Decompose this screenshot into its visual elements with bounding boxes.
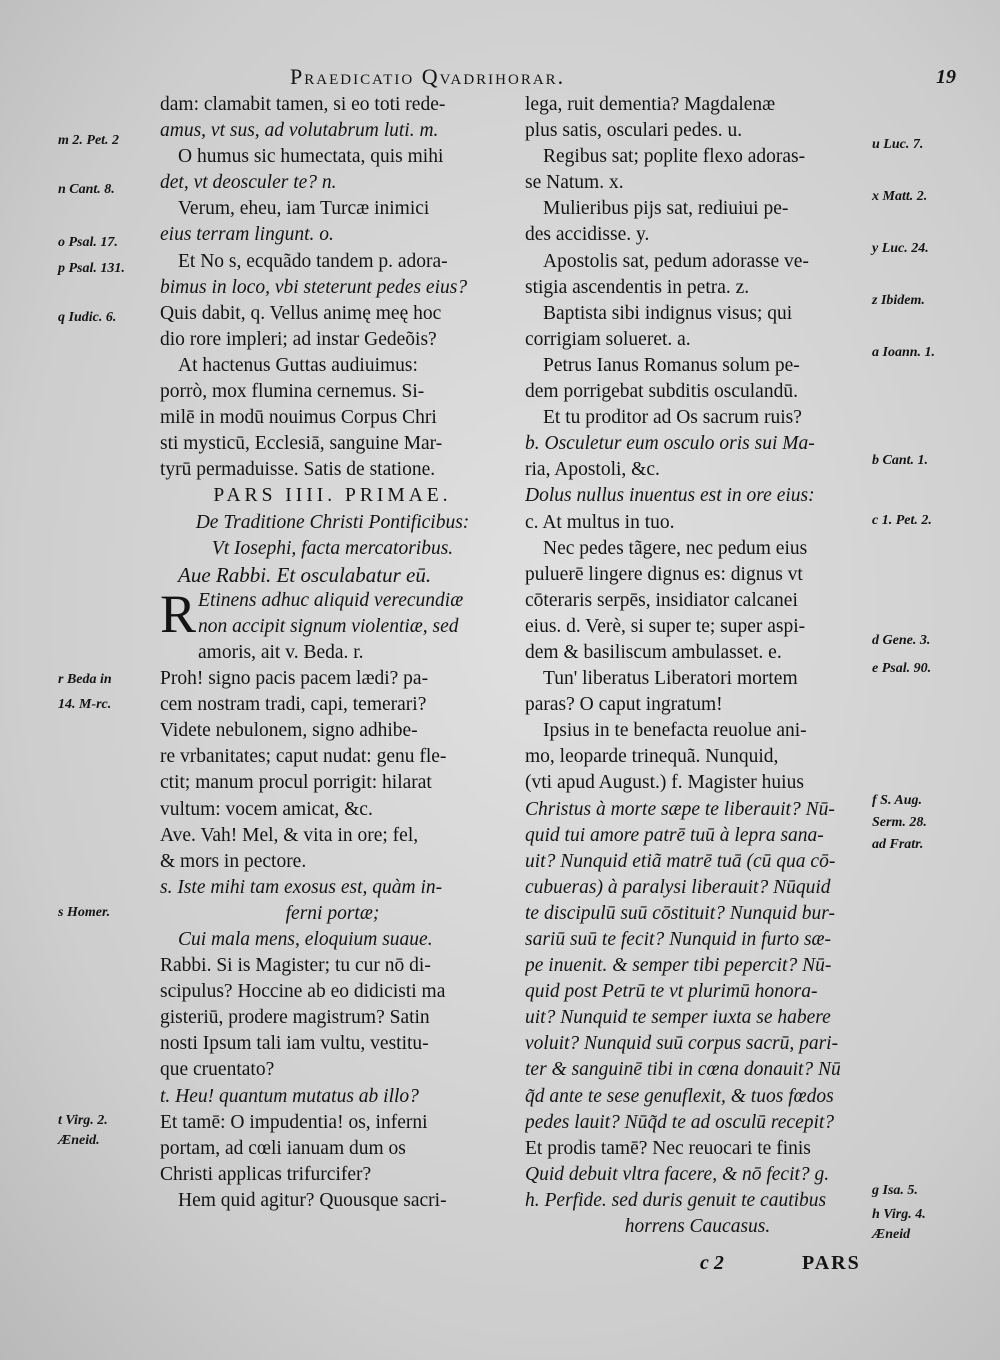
margin-note: g Isa. 5. — [872, 1183, 918, 1198]
text-line: Mulieribus pijs sat, rediuiui pe- — [543, 198, 789, 220]
margin-note: c 1. Pet. 2. — [872, 513, 932, 528]
margin-note: m 2. Pet. 2 — [58, 133, 120, 148]
text-line: Et No s, ecquãdo tandem p. adora- — [178, 250, 448, 272]
text-line: At hactenus Guttas audiuimus: — [178, 354, 418, 376]
scripture-lemma: Aue Rabbi. Et osculabatur eū. — [178, 562, 432, 587]
text-line: Regibus sat; poplite flexo adoras- — [543, 146, 806, 168]
text-line: Ipsius in te benefacta reuolue ani- — [543, 720, 807, 742]
text-line: c. At multus in tuo. — [525, 511, 675, 533]
text-line: re vrbanitates; caput nudat: genu fle- — [160, 746, 447, 768]
right-text-column — [525, 92, 870, 1240]
text-line: mo, leoparde trinequã. Nunquid, — [525, 746, 779, 768]
text-line: Et prodis tamē? Nec reuocari te finis — [525, 1137, 811, 1159]
margin-note: t Virg. 2. — [58, 1113, 108, 1128]
text-line: porrò, mox flumina cernemus. Si- — [160, 381, 425, 403]
signature-mark: c 2 — [700, 1252, 724, 1274]
text-line: sti mysticū, Ecclesiā, sanguine Mar- — [160, 433, 443, 455]
text-line: Nec pedes tãgere, nec pedum eius — [543, 537, 808, 559]
text-line: Tun' liberatus Liberatori mortem — [543, 668, 798, 690]
text-line: gisteriū, prodere magistrum? Satin — [160, 1007, 430, 1029]
margin-note: s Homer. — [58, 905, 111, 920]
margin-note: u Luc. 7. — [872, 137, 924, 152]
margin-note: e Psal. 90. — [872, 661, 932, 676]
margin-note: b Cant. 1. — [872, 453, 929, 468]
text-line: lega, ruit dementia? Magdalenæ — [525, 94, 776, 115]
text-line: paras? O caput ingratum! — [525, 694, 723, 716]
section-heading: PARS IIII. PRIMAE. — [213, 485, 452, 507]
margin-note: a Ioann. 1. — [872, 345, 936, 360]
margin-note: h Virg. 4. — [872, 1207, 926, 1222]
margin-note: Serm. 28. — [872, 815, 927, 830]
text-line: pe inuenit. & semper tibi pepercit? Nū- — [525, 955, 832, 977]
text-line: b. Osculetur eum osculo oris sui Ma- — [525, 433, 815, 455]
text-line: Cui mala mens, eloquium suaue. — [178, 929, 433, 950]
text-line: Quis dabit, q. Vellus animę meę hoc — [160, 302, 442, 324]
text-line: ferni portæ; — [285, 902, 380, 924]
text-line: Baptista sibi indignus visus; qui — [543, 302, 793, 324]
text-line: Rabbi. Si is Magister; tu cur nō di- — [160, 955, 431, 977]
text-line: amoris, ait v. Beda. r. — [198, 641, 364, 663]
text-line: cōteraris serpēs, insidiator calcanei — [525, 589, 798, 611]
text-line: se Natum. x. — [525, 172, 624, 194]
left-text-column — [160, 92, 505, 1214]
text-line: nosti Ipsum tali iam vultu, vestitu- — [160, 1033, 429, 1055]
dropcap-paragraph — [160, 583, 505, 644]
section-subtitle: De Traditione Christi Pontificibus: — [195, 511, 470, 533]
text-line: cem nostram tradi, capi, temerari? — [160, 694, 427, 716]
text-line: Videte nebulonem, signo adhibe- — [160, 720, 418, 742]
text-line: non accipit signum violentiæ, sed — [198, 615, 459, 637]
text-line: des accidisse. y. — [525, 224, 650, 246]
text-line: dam: clamabit tamen, si eo toti rede- — [160, 94, 446, 115]
margin-note: f S. Aug. — [872, 793, 923, 808]
margin-note: ad Fratr. — [872, 837, 924, 852]
text-line: vultum: vocem amicat, &c. — [160, 798, 373, 820]
catchword: PARS — [802, 1252, 861, 1274]
text-line: det, vt deosculer te? n. — [160, 172, 337, 194]
text-line: Ave. Vah! Mel, & vita in ore; fel, — [160, 824, 419, 846]
text-line: Et tu proditor ad Os sacrum ruis? — [543, 407, 802, 429]
text-line: bimus in loco, vbi steterunt pedes eius? — [160, 276, 468, 298]
text-line: Et tamē: O impudentia! os, inferni — [160, 1111, 428, 1133]
section-subtitle: Vt Iosephi, facta mercatoribus. — [211, 537, 454, 559]
text-line: q̃d ante te sese genuflexit, & tuos fœdos — [525, 1085, 834, 1107]
text-line: Christi applicas trifurcifer? — [160, 1163, 372, 1185]
text-line: (vti apud August.) f. Magister huius — [525, 772, 804, 794]
text-line: corrigiam solueret. a. — [525, 328, 691, 350]
text-line: ctit; manum procul porrigit: hilarat — [160, 772, 432, 794]
margin-note: Æneid. — [58, 1133, 100, 1148]
text-line: te discipulū suū cōstituit? Nunquid bur- — [525, 902, 835, 924]
text-line: Proh! signo pacis pacem lædi? pa- — [160, 668, 429, 690]
text-line: Petrus Ianus Romanus solum pe- — [543, 354, 800, 376]
text-line: & mors in pectore. — [160, 850, 307, 872]
text-line: quid post Petrū te vt plurimū honora- — [525, 981, 818, 1003]
margin-note: y Luc. 24. — [872, 241, 929, 256]
text-line: sariū suū te fecit? Nunquid in furto sæ- — [525, 929, 832, 950]
text-line: portam, ad cœli ianuam dum os — [160, 1137, 406, 1159]
text-line: s. Iste mihi tam exosus est, quàm in- — [160, 876, 443, 898]
text-line: dio rore impleri; ad instar Gedeõis? — [160, 328, 437, 350]
text-line: t. Heu! quantum mutatus ab illo? — [160, 1085, 419, 1107]
text-line: horrens Caucasus. — [624, 1216, 771, 1238]
text-line: dem & basiliscum ambulasset. e. — [525, 641, 782, 663]
text-line: Dolus nullus inuentus est in ore eius: — [525, 485, 815, 507]
text-line: Hem quid agitur? Quousque sacri- — [178, 1189, 447, 1211]
margin-note: Æneid — [872, 1227, 911, 1242]
text-line: Etinens adhuc aliquid verecundiæ — [198, 589, 464, 611]
margin-note: n Cant. 8. — [58, 182, 115, 197]
running-title: Praedicatio Qvadrihorar. — [290, 64, 566, 89]
text-line: puluerē lingere dignus es: dignus vt — [525, 563, 803, 585]
text-line: milē in modū nouimus Corpus Chri — [160, 407, 437, 429]
text-line: amus, vt sus, ad volutabrum luti. m. — [160, 120, 439, 142]
folio-number: 19 — [936, 66, 956, 88]
text-line: plus satis, osculari pedes. u. — [525, 120, 743, 142]
text-line: eius terram lingunt. o. — [160, 224, 334, 246]
text-line: O humus sic humectata, quis mihi — [178, 146, 444, 168]
margin-note: 14. M-rc. — [58, 697, 112, 712]
text-line: uit? Nunquid etiã matrē tuā (cū qua cō- — [525, 850, 836, 872]
drop-cap-letter: R — [160, 583, 197, 644]
page-footer — [0, 1252, 1000, 1282]
margin-note: q Iudic. 6. — [58, 310, 117, 325]
text-line: eius. d. Verè, si super te; super aspi- — [525, 615, 806, 637]
text-line: Apostolis sat, pedum adorasse ve- — [543, 250, 809, 272]
text-line: uit? Nunquid te semper iuxta se habere — [525, 1007, 831, 1029]
text-line: scipulus? Hoccine ab eo didicisti ma — [160, 981, 446, 1003]
margin-note: o Psal. 17. — [58, 235, 118, 250]
margin-note: z Ibidem. — [872, 293, 925, 308]
margin-note: x Matt. 2. — [872, 189, 928, 204]
text-line: cubueras) à paralysi liberauit? Nūquid — [525, 876, 831, 898]
text-line: ria, Apostoli, &c. — [525, 459, 660, 481]
text-line: Quid debuit vltra facere, & nō fecit? g. — [525, 1163, 830, 1185]
text-line: h. Perfide. sed duris genuit te cautibus — [525, 1189, 827, 1211]
text-line: dem porrigebat subditis osculandū. — [525, 381, 798, 403]
text-line: Christus à morte sæpe te liberauit? Nū- — [525, 798, 835, 820]
text-line: stigia ascendentis in petra. z. — [525, 276, 750, 298]
text-line: ter & sanguinē tibi in cœna donauit? Nū — [525, 1059, 841, 1081]
text-line: que cruentato? — [160, 1059, 275, 1081]
text-line: tyrū permaduisse. Satis de statione. — [160, 459, 436, 481]
running-header — [0, 62, 1000, 92]
margin-note: r Beda in — [58, 672, 112, 687]
text-line: quid tui amore patrē tuū à lepra sana- — [525, 824, 824, 846]
text-line: pedes lauit? Nūq̃d te ad osculū recepit? — [525, 1111, 835, 1133]
margin-note: d Gene. 3. — [872, 633, 931, 648]
margin-note: p Psal. 131. — [58, 261, 125, 276]
text-line: voluit? Nunquid suū corpus sacrū, pari- — [525, 1033, 839, 1055]
text-line: Verum, eheu, iam Turcæ inimici — [178, 198, 430, 220]
